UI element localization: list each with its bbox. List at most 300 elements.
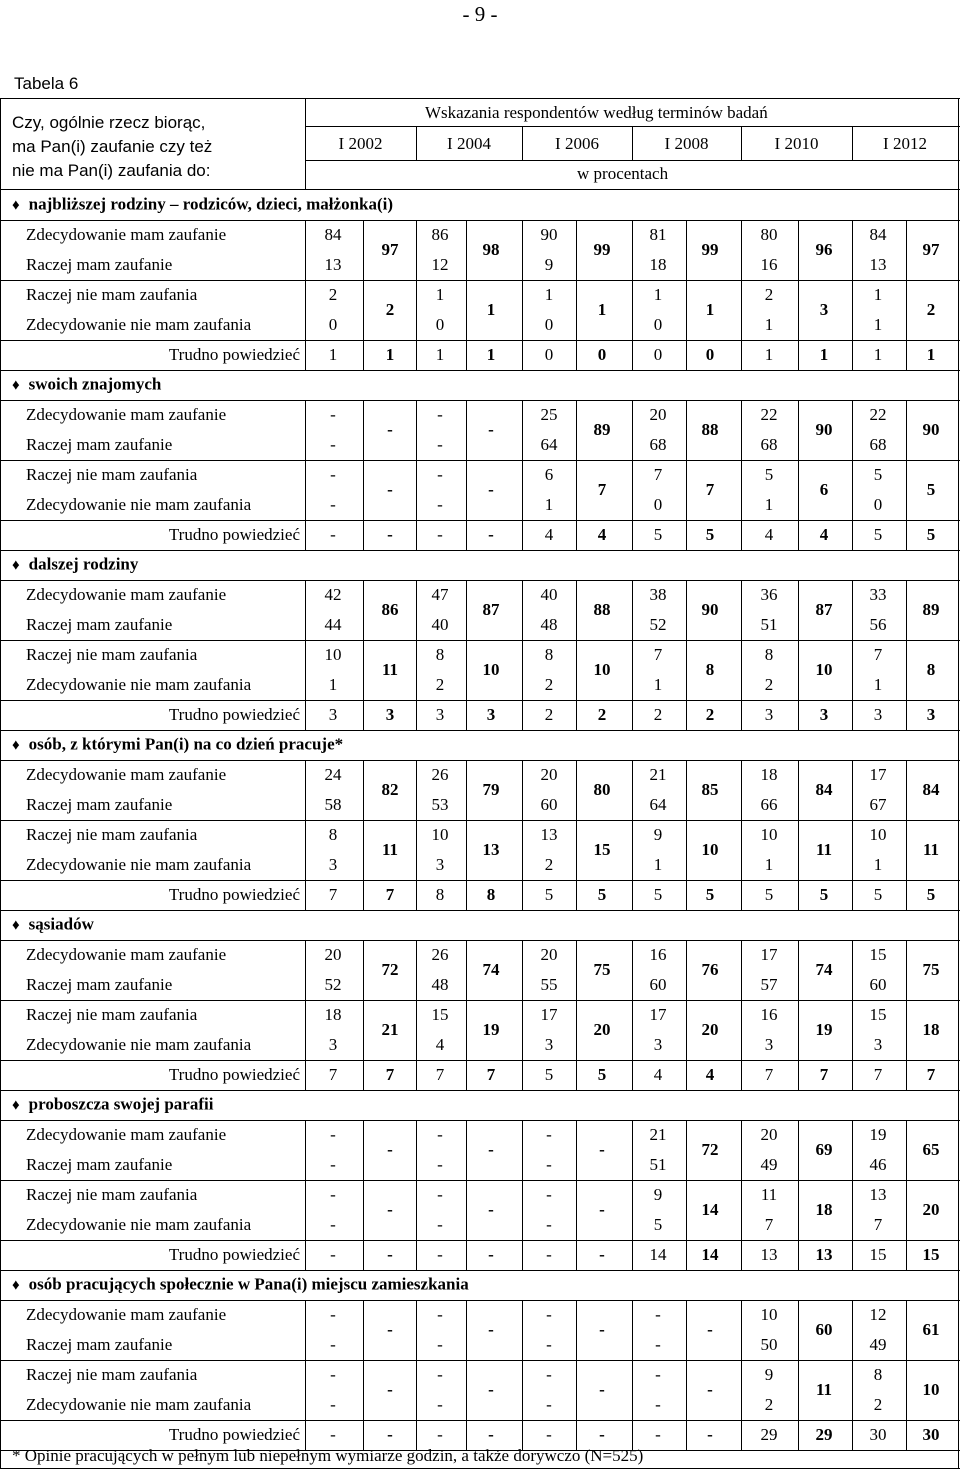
cell-sum: 20 [922, 1200, 940, 1219]
column-divider [576, 1120, 577, 1270]
column-divider [522, 220, 523, 370]
cell-value: 8 [328, 825, 338, 844]
cell-value: 1 [873, 675, 883, 694]
row-label: Zdecydowanie mam zaufanie [26, 1305, 227, 1324]
cell-value: - [330, 465, 336, 484]
question-line: nie ma Pan(i) zaufania do: [12, 161, 211, 180]
row-label: Raczej mam zaufanie [26, 795, 173, 814]
cell-sum: 3 [819, 300, 829, 319]
header-title: Wskazania respondentów według terminów badań [425, 103, 768, 122]
column-divider [906, 220, 907, 370]
cell-value: - [387, 525, 393, 544]
cell-value: 7 [385, 1065, 395, 1084]
cell-value: 15 [431, 1005, 449, 1024]
cell-sum: 5 [926, 480, 936, 499]
cell-value: 64 [540, 435, 558, 454]
cell-sum: 97 [922, 240, 940, 259]
section-title [12, 555, 138, 576]
cell-sum: 72 [381, 960, 399, 979]
cell-value: 7 [873, 645, 883, 664]
cell-sum: 90 [922, 420, 940, 439]
cell-value: 1 [328, 345, 338, 364]
cell-value: 18 [324, 1005, 342, 1024]
section-title-text: sąsiadów [28, 914, 94, 934]
cell-sum: 60 [815, 1320, 833, 1339]
cell-value: 7 [926, 1065, 936, 1084]
cell-value: 7 [873, 1065, 883, 1084]
column-divider [686, 580, 687, 730]
row-label: Raczej mam zaufanie [26, 435, 173, 454]
cell-value: 18 [649, 255, 667, 274]
column-divider [466, 940, 467, 1090]
group-divider [0, 1360, 960, 1361]
section-bottom [0, 730, 960, 731]
row-label: Zdecydowanie mam zaufanie [26, 945, 227, 964]
cell-sum: 98 [482, 240, 500, 259]
cell-sum: 2 [926, 300, 936, 319]
cell-value: - [546, 1125, 552, 1144]
cell-value: 10 [324, 645, 342, 664]
cell-value: - [330, 525, 336, 544]
cell-value: - [707, 1425, 713, 1444]
column-divider [363, 1300, 364, 1450]
cell-value: - [437, 1395, 443, 1414]
cell-sum: 84 [922, 780, 940, 799]
cell-value: 1 [873, 315, 883, 334]
cell-value: - [437, 1305, 443, 1324]
cell-value: 5 [705, 885, 715, 904]
column-divider [741, 1120, 742, 1270]
year-divider [852, 126, 853, 160]
cell-value: 5 [819, 885, 829, 904]
cell-value: 67 [869, 795, 887, 814]
cell-value: 1 [764, 495, 774, 514]
cell-value: 2 [328, 285, 338, 304]
cell-sum: 10 [922, 1380, 940, 1399]
cell-value: 30 [922, 1425, 940, 1444]
cell-value: 1 [873, 855, 883, 874]
cell-value: 1 [385, 345, 395, 364]
year-header: I 2010 [774, 134, 819, 153]
cell-sum: - [599, 1380, 605, 1399]
column-divider [686, 400, 687, 550]
cell-value: 25 [540, 405, 558, 424]
cell-value: 8 [435, 885, 445, 904]
cell-value: 7 [435, 1065, 445, 1084]
cell-value: 49 [869, 1335, 887, 1354]
cell-value: - [437, 1215, 443, 1234]
cell-value: 7 [328, 885, 338, 904]
group-divider [0, 280, 960, 281]
column-divider [852, 940, 853, 1090]
question-line: ma Pan(i) zaufanie czy też [12, 137, 213, 156]
cell-sum: - [488, 1140, 494, 1159]
row-label: Raczej nie mam zaufania [26, 645, 198, 664]
cell-sum: 6 [819, 480, 829, 499]
cell-value: - [330, 1245, 336, 1264]
row-label: Raczej mam zaufanie [26, 615, 173, 634]
cell-value: 0 [597, 345, 607, 364]
column-divider [466, 760, 467, 910]
cell-value: 2 [544, 855, 554, 874]
cell-sum: 72 [701, 1140, 719, 1159]
cell-sum: 97 [381, 240, 399, 259]
cell-value: - [330, 1365, 336, 1384]
group-divider [0, 1000, 960, 1001]
column-divider [576, 400, 577, 550]
cell-value: 17 [760, 945, 778, 964]
cell-value: - [546, 1395, 552, 1414]
cell-value: 3 [764, 705, 774, 724]
cell-value: 5 [653, 885, 663, 904]
cell-value: 1 [873, 345, 883, 364]
trust-table [0, 98, 960, 1469]
section-divider [0, 580, 960, 581]
cell-value: 53 [431, 795, 449, 814]
cell-value: 20 [540, 765, 558, 784]
cell-value: 3 [873, 705, 883, 724]
cell-value: 55 [540, 975, 558, 994]
cell-sum: - [599, 1200, 605, 1219]
column-divider [466, 220, 467, 370]
cell-value: 13 [815, 1245, 833, 1264]
column-divider [906, 1120, 907, 1270]
question-text [12, 111, 212, 183]
cell-sum: - [387, 480, 393, 499]
cell-value: - [437, 465, 443, 484]
cell-value: 20 [760, 1125, 778, 1144]
diamond-bullet-icon: ♦ [12, 917, 20, 934]
column-divider [522, 400, 523, 550]
column-divider [852, 1120, 853, 1270]
column-divider [741, 220, 742, 370]
cell-value: 8 [873, 1365, 883, 1384]
diamond-bullet-icon: ♦ [12, 1277, 20, 1294]
cell-value: 47 [431, 585, 449, 604]
group-divider [0, 880, 960, 881]
column-divider [906, 940, 907, 1090]
cell-value: 3 [873, 1035, 883, 1054]
cell-sum: - [707, 1380, 713, 1399]
cell-value: 66 [760, 795, 778, 814]
cell-value: 0 [544, 315, 554, 334]
cell-value: 50 [760, 1335, 778, 1354]
column-divider [416, 940, 417, 1090]
column-divider [686, 760, 687, 910]
section-title-text: dalszej rodziny [28, 554, 139, 574]
cell-sum: - [387, 1200, 393, 1219]
cell-value: 10 [431, 825, 449, 844]
cell-sum: 1 [486, 300, 496, 319]
cell-value: - [437, 1155, 443, 1174]
section-bottom [0, 910, 960, 911]
cell-value: 4 [764, 525, 774, 544]
cell-sum: 19 [815, 1020, 833, 1039]
column-divider [466, 1300, 467, 1450]
cell-value: 13 [869, 255, 887, 274]
column-divider [632, 220, 633, 370]
row-label: Zdecydowanie nie mam zaufania [26, 495, 252, 514]
cell-value: 81 [649, 225, 667, 244]
cell-value: 7 [819, 1065, 829, 1084]
cell-sum: 11 [381, 660, 399, 679]
cell-value: 2 [544, 705, 554, 724]
cell-sum: 75 [922, 960, 940, 979]
cell-value: - [330, 1185, 336, 1204]
cell-sum: 74 [815, 960, 833, 979]
row-label: Zdecydowanie nie mam zaufania [26, 675, 252, 694]
cell-value: - [330, 1335, 336, 1354]
column-divider [852, 580, 853, 730]
column-divider [363, 1120, 364, 1270]
cell-value: 21 [649, 765, 667, 784]
cell-value: 3 [385, 705, 395, 724]
row-label: Raczej mam zaufanie [26, 975, 173, 994]
group-divider [0, 1240, 960, 1241]
row-label: Zdecydowanie nie mam zaufania [26, 855, 252, 874]
cell-value: 68 [760, 435, 778, 454]
cell-value: 33 [869, 585, 887, 604]
section-bottom [0, 1270, 960, 1271]
cell-value: 5 [653, 1215, 663, 1234]
cell-sum: 8 [926, 660, 936, 679]
row-label: Zdecydowanie nie mam zaufania [26, 1035, 252, 1054]
cell-value: - [437, 495, 443, 514]
cell-value: 18 [760, 765, 778, 784]
cell-value: 13 [324, 255, 342, 274]
row-label: Raczej mam zaufanie [26, 1155, 173, 1174]
section-title-text: osób, z którymi Pan(i) na co dzień pracuje* [28, 734, 344, 754]
cell-value: 1 [764, 315, 774, 334]
cell-value: 0 [873, 495, 883, 514]
row-label-hard: Trudno powiedzieć [168, 525, 300, 544]
page-number: - 9 - [462, 2, 498, 26]
cell-value: 5 [764, 885, 774, 904]
cell-value: 15 [869, 1245, 887, 1264]
column-divider [906, 580, 907, 730]
row-label: Raczej nie mam zaufania [26, 1185, 198, 1204]
column-divider [632, 1300, 633, 1450]
column-divider [632, 940, 633, 1090]
cell-value: 7 [873, 1215, 883, 1234]
column-divider [522, 760, 523, 910]
cell-value: 1 [328, 675, 338, 694]
column-divider [632, 580, 633, 730]
cell-value: - [437, 1245, 443, 1264]
cell-value: 17 [540, 1005, 558, 1024]
cell-value: 2 [764, 285, 774, 304]
cell-value: 22 [760, 405, 778, 424]
cell-sum: 87 [482, 600, 500, 619]
year-header: I 2012 [883, 134, 927, 153]
row-label: Zdecydowanie mam zaufanie [26, 225, 227, 244]
cell-value: 3 [819, 705, 829, 724]
cell-value: - [437, 1185, 443, 1204]
row-label-hard: Trudno powiedzieć [168, 885, 300, 904]
row-label: Zdecydowanie mam zaufanie [26, 405, 227, 424]
cell-value: 9 [653, 825, 663, 844]
cell-sum: 88 [701, 420, 719, 439]
cell-sum: 7 [597, 480, 607, 499]
cell-value: - [599, 1425, 605, 1444]
cell-value: 1 [486, 345, 496, 364]
cell-sum: 15 [593, 840, 611, 859]
section-bottom [0, 550, 960, 551]
cell-value: 16 [649, 945, 667, 964]
cell-value: 2 [597, 705, 607, 724]
cell-sum: - [488, 1320, 494, 1339]
cell-value: 17 [869, 765, 887, 784]
cell-value: - [330, 405, 336, 424]
column-divider [906, 1300, 907, 1450]
group-divider [0, 820, 960, 821]
column-divider [576, 940, 577, 1090]
cell-value: 58 [324, 795, 342, 814]
cell-value: 19 [869, 1125, 887, 1144]
column-divider [632, 400, 633, 550]
cell-value: 16 [760, 255, 778, 274]
cell-value: 16 [760, 1005, 778, 1024]
cell-value: 84 [869, 225, 887, 244]
cell-value: 36 [760, 585, 778, 604]
cell-value: 5 [873, 885, 883, 904]
cell-sum: 61 [922, 1320, 940, 1339]
cell-value: 2 [873, 1395, 883, 1414]
cell-value: 0 [653, 345, 663, 364]
cell-value: 2 [764, 1395, 774, 1414]
cell-value: 8 [435, 645, 445, 664]
section-divider [0, 760, 960, 761]
column-divider [798, 400, 799, 550]
cell-value: 29 [760, 1425, 778, 1444]
cell-value: - [488, 1245, 494, 1264]
column-divider [416, 400, 417, 550]
cell-value: 60 [540, 795, 558, 814]
cell-value: 20 [540, 945, 558, 964]
cell-value: 48 [431, 975, 449, 994]
cell-value: 5 [705, 525, 715, 544]
cell-value: 26 [431, 765, 449, 784]
cell-value: 9 [764, 1365, 774, 1384]
section-divider [0, 940, 960, 941]
column-divider [741, 940, 742, 1090]
cell-sum: 69 [815, 1140, 833, 1159]
section-title [12, 375, 161, 396]
cell-value: 56 [869, 615, 887, 634]
cell-value: 57 [760, 975, 778, 994]
column-divider [416, 760, 417, 910]
cell-value: 6 [544, 465, 554, 484]
cell-sum: 18 [922, 1020, 940, 1039]
cell-value: 15 [869, 945, 887, 964]
row-label: Zdecydowanie nie mam zaufania [26, 1215, 252, 1234]
column-divider [686, 1300, 687, 1450]
column-divider [305, 760, 306, 910]
cell-value: 30 [869, 1425, 887, 1444]
row-label-hard: Trudno powiedzieć [168, 705, 300, 724]
cell-sum: 10 [593, 660, 611, 679]
cell-value: 3 [328, 855, 338, 874]
cell-sum: 86 [381, 600, 399, 619]
cell-value: 68 [869, 435, 887, 454]
cell-value: - [655, 1335, 661, 1354]
cell-sum: 65 [922, 1140, 940, 1159]
section-title [12, 195, 393, 216]
column-divider [906, 400, 907, 550]
column-divider [798, 580, 799, 730]
cell-value: 4 [705, 1065, 715, 1084]
cell-value: 3 [435, 705, 445, 724]
cell-value: 7 [764, 1065, 774, 1084]
cell-value: - [437, 405, 443, 424]
year-divider [416, 126, 417, 160]
cell-value: 5 [653, 525, 663, 544]
cell-value: - [546, 1245, 552, 1264]
cell-sum: - [387, 420, 393, 439]
cell-value: - [546, 1365, 552, 1384]
cell-value: 42 [324, 585, 342, 604]
cell-value: - [546, 1215, 552, 1234]
column-divider [522, 1300, 523, 1450]
cell-sum: - [488, 1380, 494, 1399]
row-label-hard: Trudno powiedzieć [168, 1425, 300, 1444]
column-divider [798, 940, 799, 1090]
cell-value: 9 [544, 255, 554, 274]
cell-value: 1 [544, 495, 554, 514]
column-divider [416, 1300, 417, 1450]
cell-value: - [437, 1335, 443, 1354]
column-divider [852, 760, 853, 910]
cell-value: 17 [649, 1005, 667, 1024]
row-label-hard: Trudno powiedzieć [168, 1245, 300, 1264]
column-divider [363, 760, 364, 910]
cell-value: - [387, 1245, 393, 1264]
section-bottom [0, 370, 960, 371]
row-label-hard: Trudno powiedzieć [168, 345, 300, 364]
cell-value: 26 [431, 945, 449, 964]
row-label: Zdecydowanie mam zaufanie [26, 765, 227, 784]
cell-value: 5 [597, 1065, 607, 1084]
header-unit: w procentach [577, 164, 669, 183]
cell-sum: - [707, 1320, 713, 1339]
group-divider [0, 520, 960, 521]
section-title [12, 915, 94, 936]
group-divider [0, 700, 960, 701]
group-divider [0, 1420, 960, 1421]
cell-value: - [655, 1395, 661, 1414]
column-divider [798, 1120, 799, 1270]
cell-value: 21 [649, 1125, 667, 1144]
cell-value: - [546, 1155, 552, 1174]
cell-value: 0 [653, 495, 663, 514]
cell-value: 5 [597, 885, 607, 904]
cell-value: 3 [653, 1035, 663, 1054]
cell-sum: 90 [815, 420, 833, 439]
cell-value: 20 [324, 945, 342, 964]
column-divider [305, 220, 306, 370]
cell-sum: - [387, 1320, 393, 1339]
cell-value: 46 [869, 1155, 887, 1174]
cell-value: 5 [873, 525, 883, 544]
cell-value: 2 [705, 705, 715, 724]
year-divider [632, 126, 633, 160]
cell-value: 5 [544, 1065, 554, 1084]
column-divider [416, 580, 417, 730]
cell-sum: 10 [701, 840, 719, 859]
cell-value: - [387, 1425, 393, 1444]
cell-value: 52 [324, 975, 342, 994]
row-label: Raczej nie mam zaufania [26, 465, 198, 484]
